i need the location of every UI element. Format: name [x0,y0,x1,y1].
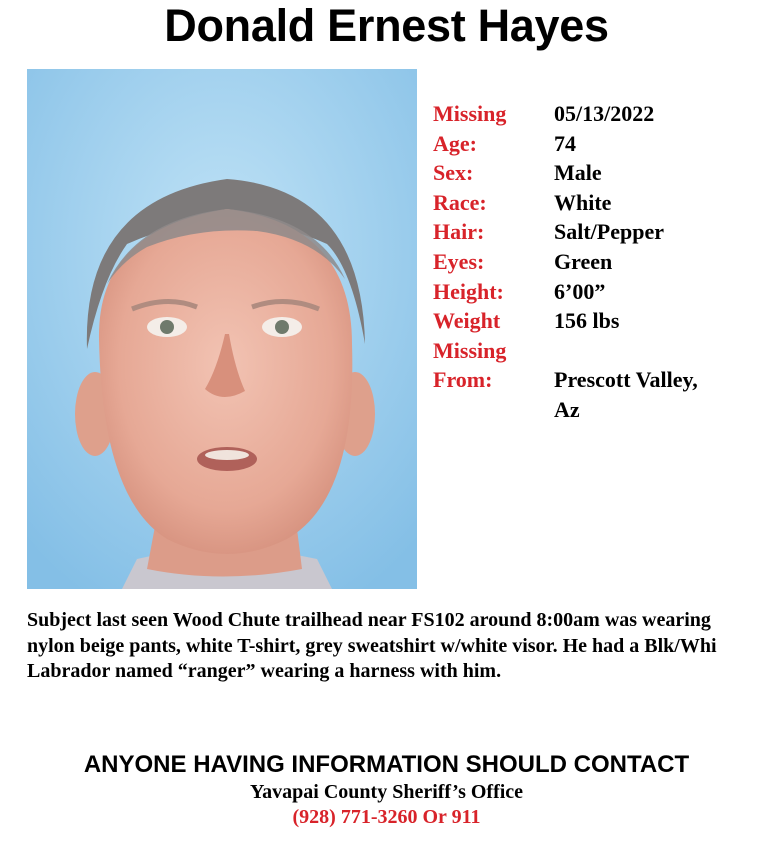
description-paragraph: Subject last seen Wood Chute trailhead near FS102 around 8:00am was wearing nylon beige pants, white T-shirt, grey sweatshirt w/white visor. He had a Blk/Whi Labrador named “ranger” wearing a harness with him. [27,609,717,682]
contact-section [0,750,773,830]
detail-label: Missing [433,337,507,363]
detail-value: Prescott Valley, [554,367,698,393]
detail-row-missing-label [433,336,763,366]
detail-row-race [433,188,763,218]
detail-value: White [554,189,612,215]
detail-label: Weight [433,308,501,334]
detail-value: 74 [554,130,576,156]
detail-label: Height: [433,278,504,304]
detail-row-from [433,365,763,395]
detail-label: Race: [433,189,487,215]
details-list [433,99,763,425]
detail-value: Green [554,248,613,274]
detail-row-from-cont [433,395,763,425]
detail-row-sex [433,158,763,188]
detail-label: Sex: [433,160,474,186]
person-photo [27,69,417,589]
detail-value: Az [554,396,580,422]
detail-label: Missing [433,101,507,126]
detail-row-eyes [433,247,763,277]
detail-label: From: [433,367,493,393]
portrait-illustration [27,69,417,589]
detail-label: Age: [433,130,477,156]
detail-value: 6’00” [554,278,606,304]
contact-phone: (928) 771-3260 Or 911 [292,806,481,828]
left-iris [160,320,174,334]
contact-heading: ANYONE HAVING INFORMATION SHOULD CONTACT [83,751,690,778]
detail-row-age [433,129,763,159]
detail-row-hair [433,217,763,247]
teeth-shape [205,450,249,460]
detail-label: Hair: [433,219,485,245]
detail-row-height [433,277,763,307]
detail-label: Eyes: [433,248,485,274]
page-title: Donald Ernest Hayes [164,0,609,51]
detail-value: Salt/Pepper [554,219,664,245]
contact-organization: Yavapai County Sheriff’s Office [249,781,524,803]
detail-value: 05/13/2022 [554,101,655,126]
right-iris [275,320,289,334]
detail-value: Male [554,160,602,186]
detail-row-weight [433,306,763,336]
detail-row-missing-date [433,99,763,129]
detail-value: 156 lbs [554,308,620,334]
